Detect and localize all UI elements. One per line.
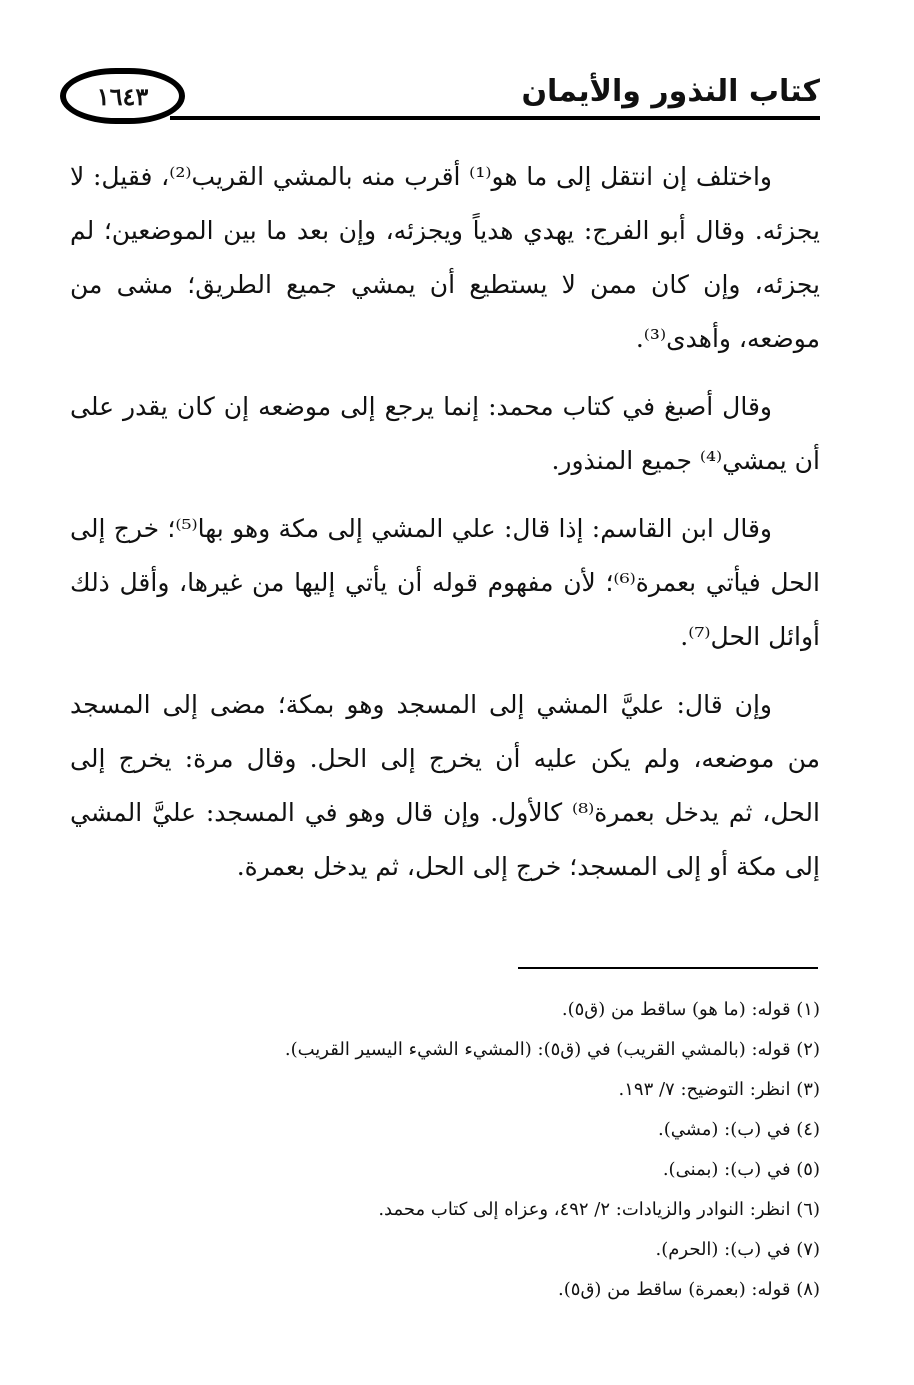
footnotes <box>70 990 820 1310</box>
page-number-frame <box>60 68 185 124</box>
footnote: (٣) انظر: التوضيح: ٧/ ١٩٣. <box>618 1079 820 1100</box>
running-title: كتاب النذور والأيمان <box>521 74 820 109</box>
footnote: (٦) انظر: النوادر والزيادات: ٢/ ٤٩٢، وعزاه إلى كتاب محمد. <box>378 1199 820 1220</box>
page-number: ١٦٤٣ <box>96 81 149 111</box>
paragraph: واختلف إن انتقل إلى ما هو⁽¹⁾ أقرب منه بالمشي القريب⁽²⁾، فقيل: لا يجزئه. وقال أبو الفرج: يهدي هدياً ويجزئه، وإن بعد ما بين الموضعين؛ لم يجزئه، وإن كان ممن لا يستطيع أن يمشي جميع الطريق؛ مشى من موضعه، وأهدى⁽³⁾. <box>70 162 820 353</box>
paragraph: وإن قال: عليَّ المشي إلى المسجد وهو بمكة؛ مضى إلى المسجد من موضعه، ولم يكن عليه أن يخرج إلى الحل. وقال مرة: يخرج إلى الحل، ثم يدخل بعمرة⁽⁸⁾ كالأول. وإن قال وهو في المسجد: عليَّ المشي إلى مكة أو إلى المسجد؛ خرج إلى الحل، ثم يدخل بعمرة. <box>70 690 820 881</box>
footnote: (٢) قوله: (بالمشي القريب) في (ق٥): (المشيء الشيء اليسير القريب). <box>284 1039 820 1060</box>
footnote-divider <box>518 967 818 969</box>
page-header <box>60 68 820 124</box>
paragraph: وقال ابن القاسم: إذا قال: علي المشي إلى مكة وهو بها⁽⁵⁾؛ خرج إلى الحل فيأتي بعمرة⁽⁶⁾؛ لأن مفهوم قوله أن يأتي إليها من غيرها، وأقل ذلك أوائل الحل⁽⁷⁾. <box>70 514 820 651</box>
footnote: (٤) في (ب): (مشي). <box>657 1119 820 1140</box>
footnote: (٧) في (ب): (الحرم). <box>655 1239 820 1260</box>
footnote: (٨) قوله: (بعمرة) ساقط من (ق٥). <box>558 1279 820 1300</box>
footnote: (٥) في (ب): (بمنى). <box>662 1159 820 1180</box>
footnote: (١) قوله: (ما هو) ساقط من (ق٥). <box>561 999 820 1020</box>
paragraph: وقال أصبغ في كتاب محمد: إنما يرجع إلى موضعه إن كان يقدر على أن يمشي⁽⁴⁾ جميع المنذور. <box>70 392 820 475</box>
main-text <box>70 150 820 908</box>
header-rule <box>170 116 820 120</box>
